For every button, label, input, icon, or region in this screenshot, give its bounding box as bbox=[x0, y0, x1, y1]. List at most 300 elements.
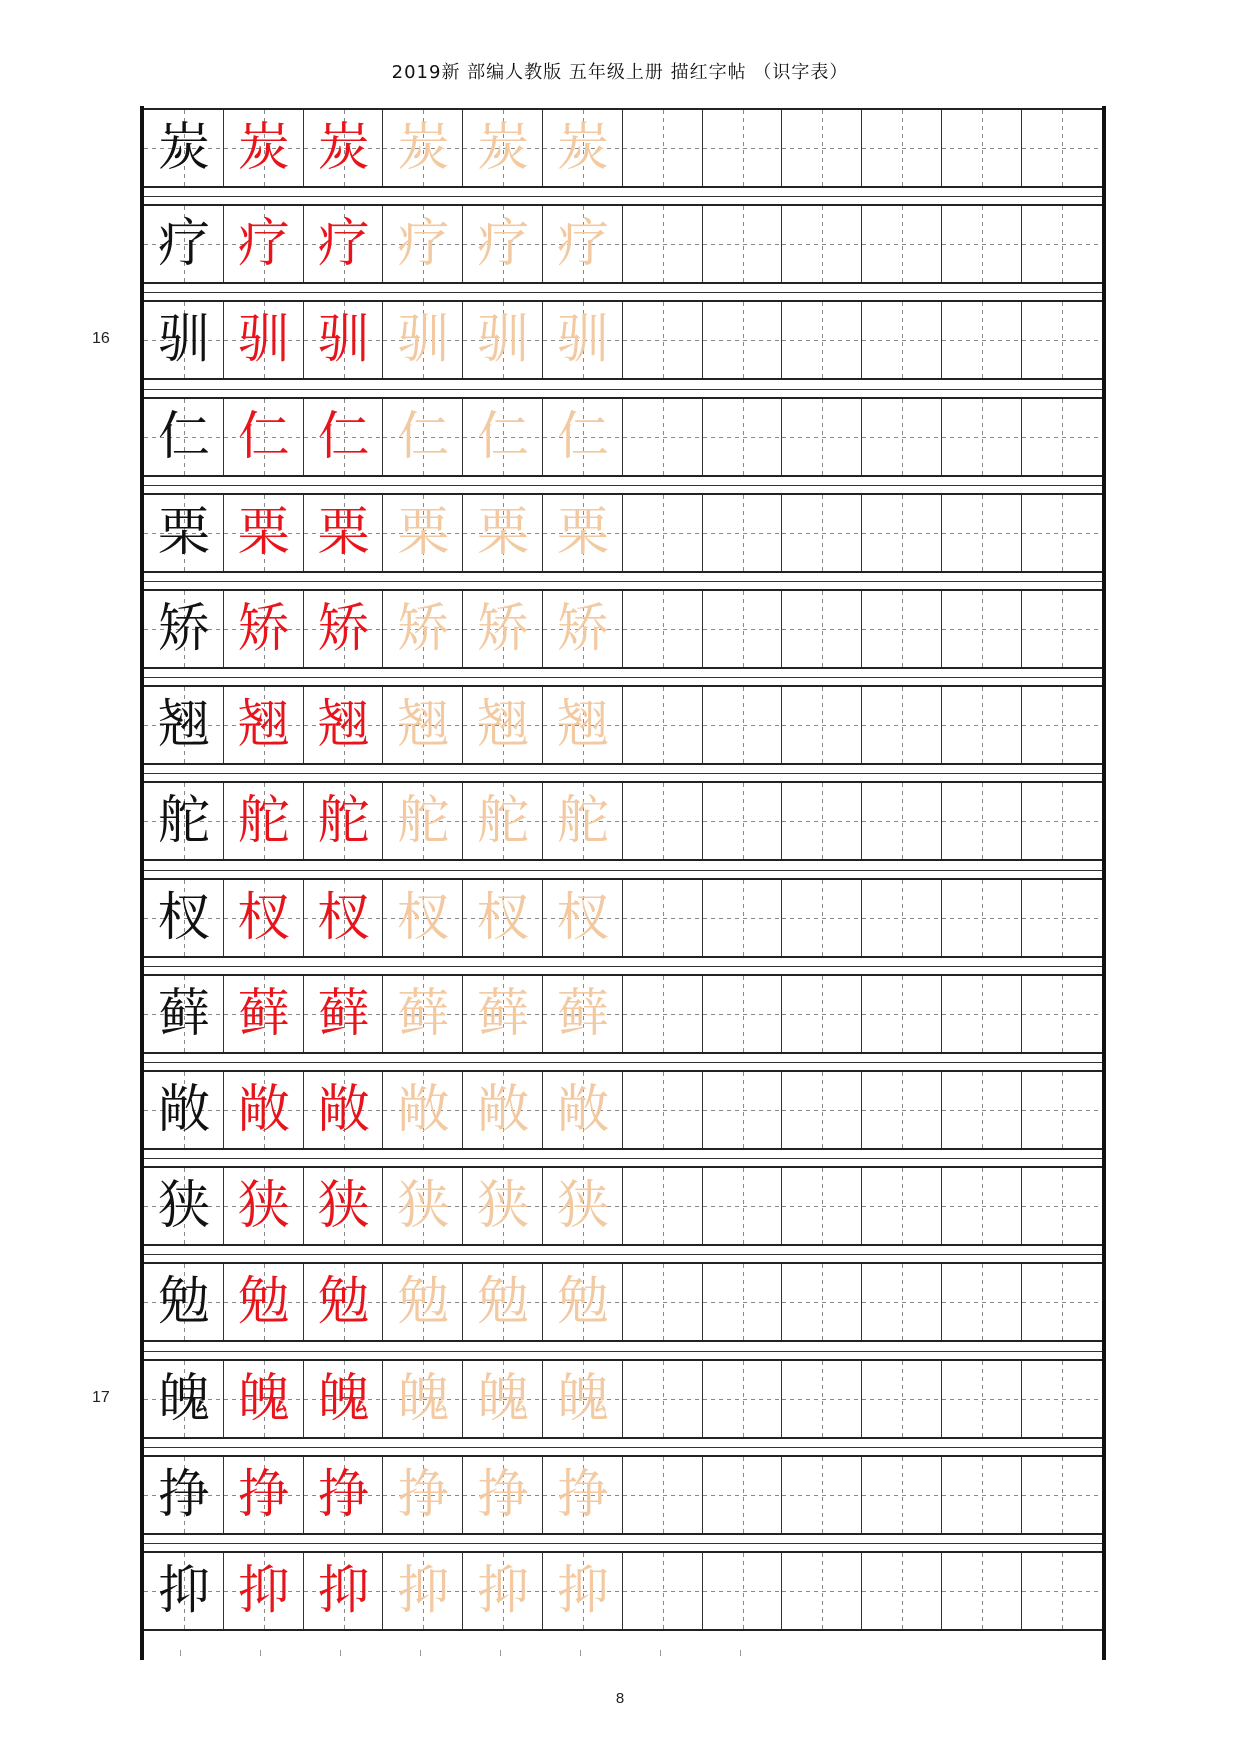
red-character: 栗 bbox=[237, 502, 290, 563]
bottom-tick-mark bbox=[660, 1650, 661, 1656]
red-character: 魄 bbox=[237, 1368, 290, 1429]
practice-row bbox=[144, 397, 1102, 477]
writing-cell[interactable] bbox=[1022, 110, 1102, 186]
writing-cell[interactable] bbox=[782, 399, 862, 475]
writing-cell bbox=[543, 1361, 623, 1437]
writing-cell bbox=[543, 1553, 623, 1629]
writing-cell bbox=[463, 591, 543, 667]
writing-cell[interactable] bbox=[623, 783, 703, 859]
writing-cell[interactable] bbox=[782, 1072, 862, 1148]
writing-cell[interactable] bbox=[942, 495, 1022, 571]
writing-cell bbox=[543, 687, 623, 763]
writing-cell bbox=[543, 1168, 623, 1244]
model-character: 挣 bbox=[157, 1464, 210, 1525]
red-character: 狭 bbox=[237, 1176, 290, 1237]
bottom-tick-mark bbox=[260, 1650, 261, 1656]
writing-cell[interactable] bbox=[782, 591, 862, 667]
writing-cell[interactable] bbox=[703, 1457, 783, 1533]
writing-cell bbox=[144, 206, 224, 282]
writing-cell bbox=[383, 1361, 463, 1437]
writing-cell[interactable] bbox=[862, 1168, 942, 1244]
writing-cell bbox=[144, 976, 224, 1052]
writing-cell[interactable] bbox=[623, 1361, 703, 1437]
model-character: 敞 bbox=[157, 1080, 210, 1140]
writing-cell bbox=[144, 1553, 224, 1629]
writing-cell[interactable] bbox=[862, 206, 942, 282]
writing-cell[interactable] bbox=[862, 399, 942, 475]
practice-row bbox=[144, 878, 1102, 958]
practice-row bbox=[144, 108, 1102, 188]
red-character: 舵 bbox=[237, 791, 290, 852]
writing-cell bbox=[304, 1361, 384, 1437]
writing-cell bbox=[383, 1457, 463, 1533]
writing-cell[interactable] bbox=[703, 206, 783, 282]
writing-cell bbox=[304, 1553, 384, 1629]
row-gap-line bbox=[144, 773, 1102, 774]
writing-cell[interactable] bbox=[862, 110, 942, 186]
writing-cell[interactable] bbox=[623, 1264, 703, 1340]
writing-cell[interactable] bbox=[942, 1553, 1022, 1629]
tracing-character: 栗 bbox=[477, 502, 530, 563]
model-character: 勉 bbox=[157, 1272, 210, 1333]
practice-row bbox=[144, 1262, 1102, 1342]
writing-cell bbox=[463, 880, 543, 956]
writing-cell bbox=[224, 1361, 304, 1437]
model-character: 疗 bbox=[157, 214, 210, 275]
writing-cell[interactable] bbox=[1022, 302, 1102, 378]
red-character: 敞 bbox=[317, 1080, 370, 1140]
writing-cell[interactable] bbox=[782, 302, 862, 378]
model-character: 舵 bbox=[157, 791, 210, 852]
practice-row bbox=[144, 204, 1102, 284]
writing-cell bbox=[224, 783, 304, 859]
practice-row bbox=[144, 1551, 1102, 1631]
writing-cell[interactable] bbox=[703, 783, 783, 859]
writing-cell[interactable] bbox=[782, 1457, 862, 1533]
writing-cell[interactable] bbox=[703, 591, 783, 667]
writing-cell[interactable] bbox=[942, 302, 1022, 378]
writing-cell bbox=[304, 1168, 384, 1244]
writing-cell[interactable] bbox=[623, 1072, 703, 1148]
writing-cell bbox=[304, 976, 384, 1052]
bottom-tick-mark bbox=[420, 1650, 421, 1656]
writing-cell bbox=[463, 687, 543, 763]
writing-cell[interactable] bbox=[782, 1553, 862, 1629]
writing-cell bbox=[463, 206, 543, 282]
tracing-character: 驯 bbox=[397, 310, 450, 371]
writing-cell[interactable] bbox=[703, 1072, 783, 1148]
lesson-number-16: 16 bbox=[92, 330, 110, 348]
writing-cell bbox=[463, 976, 543, 1052]
writing-cell[interactable] bbox=[1022, 783, 1102, 859]
writing-cell bbox=[383, 495, 463, 571]
writing-cell[interactable] bbox=[703, 1361, 783, 1437]
red-character: 矫 bbox=[237, 599, 290, 659]
writing-cell bbox=[383, 687, 463, 763]
writing-cell bbox=[144, 1264, 224, 1340]
tracing-character: 魄 bbox=[556, 1368, 609, 1429]
writing-cell bbox=[543, 976, 623, 1052]
red-character: 挣 bbox=[317, 1464, 370, 1525]
writing-cell bbox=[543, 110, 623, 186]
tracing-character: 藓 bbox=[397, 983, 450, 1044]
writing-cell[interactable] bbox=[782, 495, 862, 571]
red-character: 抑 bbox=[237, 1561, 290, 1621]
model-character: 栗 bbox=[157, 502, 210, 563]
writing-cell bbox=[463, 1264, 543, 1340]
writing-cell bbox=[304, 1264, 384, 1340]
writing-cell[interactable] bbox=[703, 399, 783, 475]
tracing-character: 藓 bbox=[477, 983, 530, 1044]
red-character: 翘 bbox=[317, 695, 370, 756]
writing-cell bbox=[543, 399, 623, 475]
writing-cell bbox=[463, 1457, 543, 1533]
writing-cell bbox=[543, 206, 623, 282]
writing-cell[interactable] bbox=[1022, 206, 1102, 282]
writing-cell bbox=[304, 783, 384, 859]
row-gap-line bbox=[144, 1158, 1102, 1159]
model-character: 驯 bbox=[157, 310, 210, 371]
writing-cell[interactable] bbox=[1022, 1553, 1102, 1629]
tracing-character: 勉 bbox=[556, 1272, 609, 1333]
red-character: 疗 bbox=[317, 214, 370, 275]
writing-cell[interactable] bbox=[623, 591, 703, 667]
writing-cell[interactable] bbox=[623, 1168, 703, 1244]
row-gap-line bbox=[144, 1447, 1102, 1448]
writing-cell[interactable] bbox=[703, 1168, 783, 1244]
row-gap-line bbox=[144, 581, 1102, 582]
red-character: 矫 bbox=[317, 599, 370, 659]
writing-cell[interactable] bbox=[623, 206, 703, 282]
tracing-character: 挣 bbox=[397, 1464, 450, 1525]
writing-cell[interactable] bbox=[862, 1264, 942, 1340]
tracing-character: 舵 bbox=[397, 791, 450, 852]
bottom-tick-mark bbox=[500, 1650, 501, 1656]
model-character: 矫 bbox=[157, 599, 210, 659]
writing-cell bbox=[304, 302, 384, 378]
writing-cell bbox=[224, 302, 304, 378]
writing-cell[interactable] bbox=[942, 880, 1022, 956]
red-character: 魄 bbox=[317, 1368, 370, 1429]
writing-cell[interactable] bbox=[942, 1072, 1022, 1148]
writing-cell bbox=[224, 976, 304, 1052]
writing-cell[interactable] bbox=[1022, 1457, 1102, 1533]
row-gap-line bbox=[144, 1543, 1102, 1544]
writing-cell[interactable] bbox=[782, 976, 862, 1052]
red-character: 抑 bbox=[317, 1561, 370, 1621]
writing-cell bbox=[383, 880, 463, 956]
writing-cell bbox=[224, 591, 304, 667]
red-character: 仁 bbox=[237, 406, 290, 467]
writing-cell bbox=[543, 495, 623, 571]
writing-cell bbox=[463, 399, 543, 475]
writing-cell[interactable] bbox=[623, 302, 703, 378]
writing-cell[interactable] bbox=[782, 206, 862, 282]
writing-cell bbox=[224, 1264, 304, 1340]
writing-cell[interactable] bbox=[623, 495, 703, 571]
writing-cell bbox=[224, 1553, 304, 1629]
tracing-character: 炭 bbox=[397, 118, 450, 178]
tracing-character: 魄 bbox=[397, 1368, 450, 1429]
writing-cell bbox=[463, 783, 543, 859]
tracing-character: 舵 bbox=[556, 791, 609, 852]
writing-cell bbox=[383, 976, 463, 1052]
tracing-character: 抑 bbox=[477, 1561, 530, 1621]
row-gap-line bbox=[144, 1062, 1102, 1063]
tracing-character: 敞 bbox=[477, 1080, 530, 1140]
red-character: 栗 bbox=[317, 502, 370, 563]
writing-cell[interactable] bbox=[942, 1457, 1022, 1533]
writing-cell bbox=[383, 1072, 463, 1148]
writing-cell bbox=[224, 110, 304, 186]
writing-cell bbox=[144, 495, 224, 571]
tracing-character: 抑 bbox=[556, 1561, 609, 1621]
writing-cell bbox=[144, 1072, 224, 1148]
writing-cell[interactable] bbox=[623, 976, 703, 1052]
writing-cell bbox=[383, 206, 463, 282]
tracing-character: 杈 bbox=[397, 887, 450, 948]
writing-cell bbox=[463, 110, 543, 186]
practice-row bbox=[144, 974, 1102, 1054]
tracing-character: 杈 bbox=[477, 887, 530, 948]
writing-cell bbox=[144, 591, 224, 667]
red-character: 驯 bbox=[237, 310, 290, 371]
writing-cell bbox=[543, 591, 623, 667]
writing-cell[interactable] bbox=[1022, 880, 1102, 956]
writing-cell[interactable] bbox=[942, 591, 1022, 667]
tracing-character: 疗 bbox=[556, 214, 609, 275]
writing-cell[interactable] bbox=[942, 399, 1022, 475]
writing-cell[interactable] bbox=[862, 495, 942, 571]
writing-cell bbox=[383, 302, 463, 378]
writing-cell bbox=[144, 687, 224, 763]
writing-cell[interactable] bbox=[782, 1361, 862, 1437]
red-character: 敞 bbox=[237, 1080, 290, 1140]
writing-cell[interactable] bbox=[942, 783, 1022, 859]
tracing-character: 驯 bbox=[556, 310, 609, 371]
writing-cell[interactable] bbox=[1022, 976, 1102, 1052]
writing-cell[interactable] bbox=[862, 1072, 942, 1148]
writing-cell[interactable] bbox=[862, 1361, 942, 1437]
writing-cell bbox=[383, 591, 463, 667]
writing-cell bbox=[543, 1264, 623, 1340]
tracing-character: 仁 bbox=[397, 406, 450, 467]
writing-cell[interactable] bbox=[623, 110, 703, 186]
writing-cell bbox=[144, 783, 224, 859]
writing-cell bbox=[304, 206, 384, 282]
red-character: 炭 bbox=[237, 118, 290, 178]
practice-row bbox=[144, 300, 1102, 380]
model-character: 杈 bbox=[157, 887, 210, 948]
writing-cell[interactable] bbox=[1022, 591, 1102, 667]
model-character: 翘 bbox=[157, 695, 210, 756]
lesson-number-17: 17 bbox=[92, 1388, 110, 1406]
model-character: 狭 bbox=[157, 1176, 210, 1237]
writing-cell[interactable] bbox=[623, 880, 703, 956]
tracing-character: 挣 bbox=[556, 1464, 609, 1525]
row-gap-line bbox=[144, 677, 1102, 678]
writing-cell[interactable] bbox=[942, 110, 1022, 186]
writing-cell bbox=[463, 1168, 543, 1244]
writing-cell bbox=[383, 1264, 463, 1340]
writing-cell[interactable] bbox=[623, 687, 703, 763]
red-character: 翘 bbox=[237, 695, 290, 756]
writing-cell[interactable] bbox=[782, 1264, 862, 1340]
red-character: 藓 bbox=[317, 983, 370, 1044]
writing-cell[interactable] bbox=[703, 1553, 783, 1629]
red-character: 勉 bbox=[317, 1272, 370, 1333]
tracing-character: 矫 bbox=[477, 599, 530, 659]
copybook-grid bbox=[140, 106, 1106, 1660]
writing-cell[interactable] bbox=[623, 1457, 703, 1533]
writing-cell bbox=[144, 880, 224, 956]
red-character: 杈 bbox=[317, 887, 370, 948]
writing-cell bbox=[144, 110, 224, 186]
tracing-character: 栗 bbox=[397, 502, 450, 563]
row-gap-line bbox=[144, 870, 1102, 871]
tracing-character: 狭 bbox=[556, 1176, 609, 1237]
writing-cell bbox=[463, 1361, 543, 1437]
red-character: 杈 bbox=[237, 887, 290, 948]
writing-cell bbox=[463, 1553, 543, 1629]
tracing-character: 敞 bbox=[556, 1080, 609, 1140]
writing-cell[interactable] bbox=[862, 1457, 942, 1533]
row-gap-line bbox=[144, 485, 1102, 486]
bottom-tick-mark bbox=[180, 1650, 181, 1656]
tracing-character: 炭 bbox=[477, 118, 530, 178]
writing-cell bbox=[304, 110, 384, 186]
writing-cell bbox=[224, 1457, 304, 1533]
writing-cell[interactable] bbox=[942, 1361, 1022, 1437]
writing-cell[interactable] bbox=[1022, 495, 1102, 571]
writing-cell bbox=[224, 880, 304, 956]
writing-cell[interactable] bbox=[862, 880, 942, 956]
writing-cell bbox=[543, 880, 623, 956]
model-character: 魄 bbox=[157, 1368, 210, 1429]
writing-cell bbox=[224, 687, 304, 763]
writing-cell[interactable] bbox=[703, 110, 783, 186]
practice-row bbox=[144, 493, 1102, 573]
red-character: 驯 bbox=[317, 310, 370, 371]
red-character: 狭 bbox=[317, 1176, 370, 1237]
red-character: 藓 bbox=[237, 983, 290, 1044]
red-character: 勉 bbox=[237, 1272, 290, 1333]
writing-cell[interactable] bbox=[1022, 1264, 1102, 1340]
writing-cell[interactable] bbox=[623, 399, 703, 475]
tracing-character: 抑 bbox=[397, 1561, 450, 1621]
writing-cell[interactable] bbox=[782, 880, 862, 956]
row-gap-line bbox=[144, 389, 1102, 390]
row-gap-line bbox=[144, 196, 1102, 197]
red-character: 疗 bbox=[237, 214, 290, 275]
row-gap-line bbox=[144, 292, 1102, 293]
writing-cell bbox=[304, 880, 384, 956]
writing-cell bbox=[463, 495, 543, 571]
bottom-tick-mark bbox=[580, 1650, 581, 1656]
model-character: 抑 bbox=[157, 1561, 210, 1621]
writing-cell[interactable] bbox=[942, 206, 1022, 282]
writing-cell[interactable] bbox=[1022, 399, 1102, 475]
tracing-character: 舵 bbox=[477, 791, 530, 852]
writing-cell[interactable] bbox=[703, 495, 783, 571]
writing-cell[interactable] bbox=[703, 687, 783, 763]
tracing-character: 翘 bbox=[477, 695, 530, 756]
writing-cell bbox=[224, 399, 304, 475]
row-gap-line bbox=[144, 966, 1102, 967]
red-character: 仁 bbox=[317, 406, 370, 467]
tracing-character: 杈 bbox=[556, 887, 609, 948]
writing-cell[interactable] bbox=[862, 783, 942, 859]
writing-cell bbox=[224, 206, 304, 282]
tracing-character: 翘 bbox=[556, 695, 609, 756]
writing-cell bbox=[383, 399, 463, 475]
tracing-character: 矫 bbox=[397, 599, 450, 659]
tracing-character: 矫 bbox=[556, 599, 609, 659]
writing-cell[interactable] bbox=[1022, 1361, 1102, 1437]
tracing-character: 炭 bbox=[556, 118, 609, 178]
page-title: 2019新 部编人教版 五年级上册 描红字帖 （识字表） bbox=[391, 62, 849, 83]
writing-cell[interactable] bbox=[782, 1168, 862, 1244]
writing-cell[interactable] bbox=[703, 880, 783, 956]
practice-row bbox=[144, 1166, 1102, 1246]
practice-row bbox=[144, 589, 1102, 669]
tracing-character: 藓 bbox=[556, 983, 609, 1044]
writing-cell bbox=[543, 302, 623, 378]
tracing-character: 仁 bbox=[477, 406, 530, 467]
writing-cell[interactable] bbox=[862, 687, 942, 763]
writing-cell bbox=[383, 783, 463, 859]
writing-cell[interactable] bbox=[782, 687, 862, 763]
practice-row bbox=[144, 781, 1102, 861]
writing-cell bbox=[144, 1361, 224, 1437]
tracing-character: 勉 bbox=[397, 1272, 450, 1333]
writing-cell[interactable] bbox=[703, 976, 783, 1052]
tracing-character: 仁 bbox=[556, 406, 609, 467]
tracing-character: 狭 bbox=[477, 1176, 530, 1237]
writing-cell bbox=[144, 1168, 224, 1244]
writing-cell[interactable] bbox=[1022, 687, 1102, 763]
writing-cell bbox=[304, 591, 384, 667]
page-number: 8 bbox=[615, 1690, 625, 1707]
writing-cell bbox=[383, 1168, 463, 1244]
writing-cell[interactable] bbox=[1022, 1168, 1102, 1244]
red-character: 舵 bbox=[317, 791, 370, 852]
writing-cell[interactable] bbox=[942, 976, 1022, 1052]
writing-cell[interactable] bbox=[942, 687, 1022, 763]
writing-cell[interactable] bbox=[942, 1168, 1022, 1244]
tracing-character: 魄 bbox=[477, 1368, 530, 1429]
writing-cell bbox=[224, 495, 304, 571]
writing-cell bbox=[543, 1072, 623, 1148]
writing-cell[interactable] bbox=[942, 1264, 1022, 1340]
writing-cell[interactable] bbox=[1022, 1072, 1102, 1148]
writing-cell[interactable] bbox=[703, 1264, 783, 1340]
writing-cell bbox=[304, 1072, 384, 1148]
practice-row bbox=[144, 1359, 1102, 1439]
writing-cell[interactable] bbox=[703, 302, 783, 378]
writing-cell[interactable] bbox=[782, 110, 862, 186]
writing-cell[interactable] bbox=[862, 591, 942, 667]
writing-cell[interactable] bbox=[862, 1553, 942, 1629]
writing-cell[interactable] bbox=[623, 1553, 703, 1629]
tracing-character: 栗 bbox=[556, 502, 609, 563]
writing-cell[interactable] bbox=[862, 976, 942, 1052]
writing-cell[interactable] bbox=[862, 302, 942, 378]
tracing-character: 驯 bbox=[477, 310, 530, 371]
writing-cell bbox=[144, 1457, 224, 1533]
writing-cell[interactable] bbox=[782, 783, 862, 859]
writing-cell bbox=[463, 1072, 543, 1148]
